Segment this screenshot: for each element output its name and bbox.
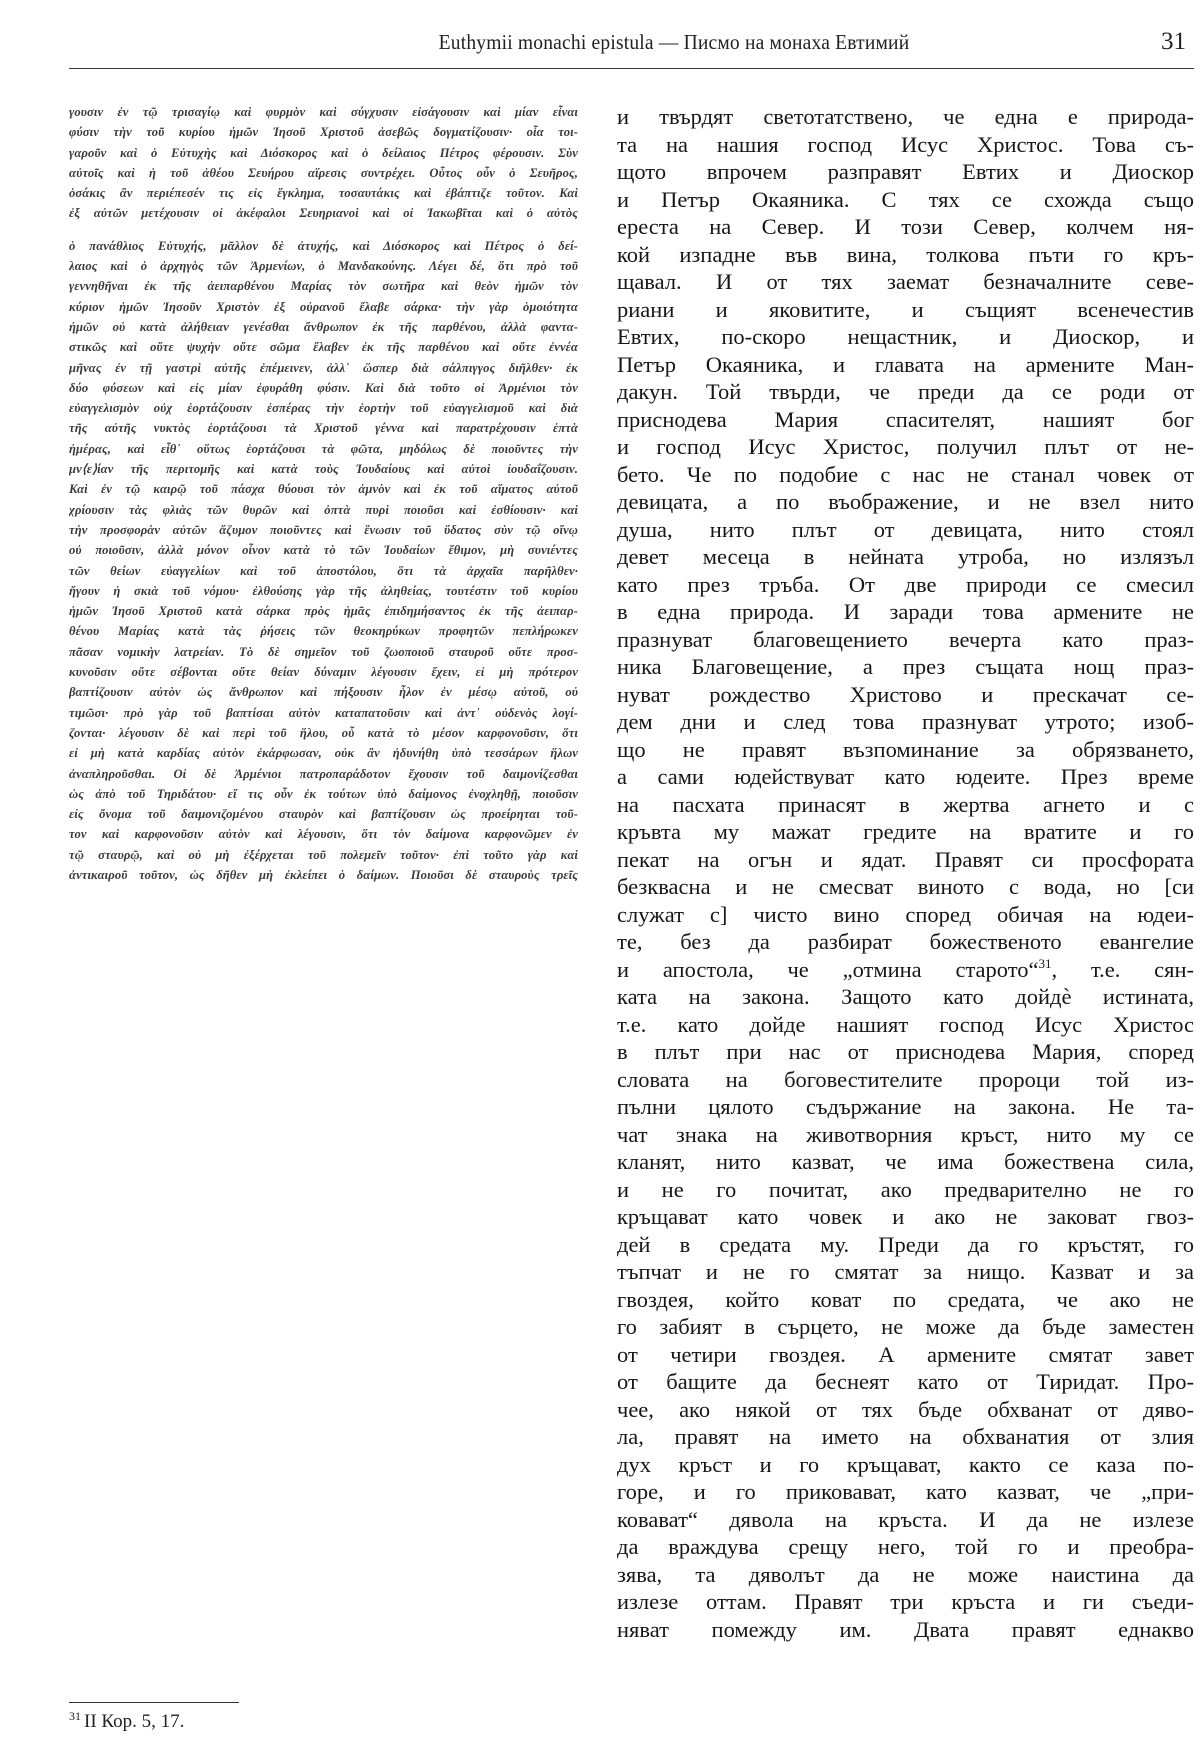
greek-text-line: εἰς ὄνομα τοῦ δαιμονιζομένου σταυρὸν καὶ βαπτίζουσιν ὡς προείρηται τοῦ- — [69, 807, 578, 822]
greek-text-line: αὐτοῖς καὶ ἡ τοῦ ἀθέου Σευήρου αἵρεσις συντρέχει. Οὗτος οὖν ὁ Σευῆρος, — [69, 165, 578, 180]
translation-text-line: и Петър Окаяника. С тях се схожда също — [617, 186, 1194, 212]
translation-text-line: в една природа. И заради това армените не — [617, 599, 1194, 624]
greek-text-line: ἀντικαιροῦ τοῦτον, ὡς δῆθεν μὴ ἐκλείπει ὁ δαίμων. Ποιοῦσι δὲ σταυροὺς τρεῖς — [69, 867, 578, 882]
translation-text-line: от четири гвоздея. А армените смятат завет — [617, 1341, 1194, 1367]
greek-text-line: βαπτίζουσιν αὐτὸν ὡς ἄνθρωπον καὶ πήξουσιν ἧλον ἐν μέσῳ αὐτοῦ, οὐ — [69, 685, 578, 700]
translation-text-line: и не го почитат, ако предварително не го — [617, 1176, 1194, 1202]
translation-text-line: и господ Исус Христос, получил плът от не- — [617, 434, 1194, 459]
header-rule — [69, 68, 1194, 69]
translation-text-line: да враждува срещу него, той го и преобра- — [617, 1534, 1194, 1559]
translation-text-line: пекат на огън и ядат. Правят си просфората — [617, 846, 1194, 872]
greek-text-line: δύο φύσεων καὶ εἰς μίαν ἐφυράθη φύσιν. Καὶ διὰ τοῦτο οἱ Ἀρμένιοι τὸν — [69, 380, 578, 395]
greek-text-line: γαροῦν καὶ ὁ Εὐτυχὴς καὶ Διόσκορος καὶ ὁ δείλαιος Πέτρος φέρουσιν. Σὺν — [69, 145, 578, 160]
greek-text-line: ὡς ἀπὸ τοῦ Τηριδάτου· εἴ τις οὖν ἐκ τούτων ὑπὸ δαίμονος ἐνοχληθῇ, ποιοῦσιν — [69, 786, 578, 801]
translation-text-line: дем дни и след това празнуват утрото; изоб- — [617, 709, 1194, 734]
translation-text-line: та на нашия господ Исус Христос. Това съ- — [617, 131, 1194, 157]
translation-text-line: пълни цялото съдържание на закона. Не та- — [617, 1094, 1194, 1119]
greek-text-line: στικῶς καὶ οὔτε ψυχὴν οὔτε σῶμα ἔλαβεν ἐκ τῆς παρθένου καὶ οὔτε ἐννέα — [69, 340, 578, 355]
translation-text-line: кой изпадне във вина, толкова пъти го кръ- — [617, 241, 1194, 267]
translation-text-line: от бащите да беснеят като от Тиридат. Про- — [617, 1369, 1194, 1394]
greek-text-line: ὁ πανάθλιος Εὐτυχής, μᾶλλον δὲ ἀτυχής, καὶ Διόσκορος καὶ Πέτρος ὁ δεί- — [69, 238, 578, 253]
translation-text-line: девет месеца в нейната утроба, но излязъл — [617, 544, 1194, 569]
translation-text-line: го забият в сърцето, не може да бъде заместен — [617, 1314, 1194, 1339]
greek-text-line: τον καὶ καρφονοῦσιν αὐτὸν καὶ λέγουσιν, ὅτι τὸν δαίμονα καρφονῶμεν ἐν — [69, 827, 578, 842]
greek-text-line: ἡμῶν οὐ κατὰ ἀλήθειαν γενέσθαι ἄνθρωπον ἐκ τῆς παρθένου, ἀλλὰ φαντα- — [69, 319, 578, 334]
translation-text-line: душа, нито плът от девицата, нито стоял — [617, 516, 1194, 542]
greek-text-line: εἰ μὴ κατὰ καρδίας αὐτὸν ἐκάρφωσαν, οὐκ ἂν ἠδυνήθη ὑπὸ τεσσάρων ἥλων — [69, 746, 578, 761]
translation-text-line: няват помежду им. Двата правят еднакво — [617, 1616, 1194, 1642]
translation-text-line — [617, 956, 1194, 984]
running-header — [69, 30, 1194, 62]
translation-text-line: като през тръба. От две природи се смесил — [617, 571, 1194, 597]
translation-text-line: нуват рождество Христово и прескачат се- — [617, 681, 1194, 707]
greek-text-line: τῶν θείων εὐαγγελίων καὶ τοῦ ἀποστόλου, ὅτι τὰ ἀρχαῖα παρῆλθεν· — [69, 563, 578, 578]
greek-text-line: Καὶ ἐν τῷ καιρῷ τοῦ πάσχα θύουσι τὸν ἀμνὸν καὶ ἐκ τοῦ αἵματος αὐτοῦ — [69, 482, 578, 497]
translation-text-line: чат знака на животворния кръст, нито му се — [617, 1121, 1194, 1147]
translation-text-line: служат с] чисто вино според обичая на юдеи- — [617, 901, 1194, 927]
translation-text-line: Евтих, по-скоро нещастник, и Диоскор, и — [617, 324, 1194, 349]
greek-text-line: τῷ σταυρῷ, καὶ οὐ μὴ ἐξέρχεται τοῦ πολεμεῖν τοῦτον· ἐπὶ τοῦτο γὰρ καὶ — [69, 847, 578, 862]
translation-text-line: ника Благовещение, а през същата нощ праз- — [617, 654, 1194, 679]
greek-text-column — [69, 102, 578, 885]
translation-text-line: тъпчат и не го смятат за нищо. Казват и за — [617, 1259, 1194, 1284]
greek-text-line: γουσιν ἐν τῷ τρισαγίῳ καὶ φυρμὸν καὶ σύγχυσιν εἰσάγουσιν καὶ μίαν εἶναι — [69, 105, 578, 119]
translation-text-line: ереста на Север. И този Север, колчем ня- — [617, 214, 1194, 239]
footnote-number: 31 — [69, 1709, 81, 1723]
greek-text-line: εὐαγγελισμὸν οὐχ ἑορτάζουσιν ἑσπέρας τὴν ἑορτὴν τοῦ εὐαγγελισμοῦ καὶ διὰ — [69, 401, 578, 416]
greek-text-line: ἤγουν ἡ σκιὰ τοῦ νόμου· ἐλθούσης γὰρ τῆς ἀληθείας, τουτέστιν τοῦ κυρίου — [69, 583, 578, 598]
paragraph-gap — [69, 224, 578, 236]
translation-text-line: риани и яковитите, и същият всенечестив — [617, 296, 1194, 322]
greek-text-line: οὐ ποιοῦσιν, ἀλλὰ μόνον οἶνον κατὰ τὸ τῶν Ἰουδαίων ἔθιμον, μὴ συνιέντες — [69, 543, 578, 558]
greek-text-line: ζονται· λέγουσιν δὲ καὶ περὶ τοῦ ἥλου, οὗ κατὰ τὸ μέσον καρφονοῦσιν, ὅτι — [69, 725, 578, 740]
greek-text-line: μν⟨ε⟩ίαν τῆς περιτομῆς καὶ κατὰ τοὺς Ἰουδαίους καὶ αὐτοὶ ἰουδαΐζουσιν. — [69, 462, 578, 477]
greek-text-line: λαιος καὶ ὁ ἀρχηγὸς τῶν Ἀρμενίων, ὁ Μανδακούνης. Λέγει δέ, ὅτι πρὸ τοῦ — [69, 259, 578, 274]
translation-text-line: а сами юдействуват като юдеите. През време — [617, 764, 1194, 789]
translation-text-line: щавал. И от тях заемат безначалните севе- — [617, 269, 1194, 294]
greek-text-line: ὁσάκις ἂν περιέπεσέν τις εἰς ἔγκλημα, τοσαυτάκις καὶ ἐβάπτιζε τοῦτον. Καὶ — [69, 186, 578, 201]
translation-text-line: Петър Окаяника, и главата на армените Ман- — [617, 351, 1194, 377]
translation-text-line: щото впрочем разправят Евтих и Диоскор — [617, 159, 1194, 184]
translation-text-line: приснодева Мария спасителят, нашият бог — [617, 406, 1194, 432]
translation-text-line: празнуват благовещението вечерта като праз- — [617, 626, 1194, 652]
translation-text-line: девицата, а по въображение, и не взел нито — [617, 489, 1194, 514]
translation-text-line: горе, и го приковават, като казват, че „при- — [617, 1479, 1194, 1504]
greek-text-line: γεννηθῆναι ἐκ τῆς ἀειπαρθένου Μαρίας τὸν σωτῆρα καὶ θεὸν ἡμῶν τὸν — [69, 279, 578, 294]
translation-text-line: безквасна и не смесват виното с вода, но [си — [617, 874, 1194, 899]
footnote — [69, 1711, 184, 1733]
greek-text-line: πᾶσαν νομικὴν λατρείαν. Τὸ δὲ σημεῖον τοῦ ζωοποιοῦ σταυροῦ οὔτε προσ- — [69, 644, 578, 659]
bulgarian-translation-column — [617, 103, 1194, 1643]
greek-text-line: ἐξ αὐτῶν μετέχουσιν οἱ ἀκέφαλοι Σευηριανοὶ καὶ οἱ Ἰακωβῖται καὶ ὁ αὐτὸς — [69, 206, 578, 221]
translation-text-line: и твърдят светотатствено, че една е природа- — [617, 104, 1194, 129]
page-number: 31 — [1161, 28, 1186, 55]
translation-text-line: дакун. Той твърди, че преди да се роди от — [617, 379, 1194, 404]
greek-text-line: μῆνας ἐν τῇ γαστρὶ αὐτῆς ἐπέμεινεν, ἀλλ᾿ ὥσπερ διὰ σάλπιγγος διῆλθεν· ἐκ — [69, 360, 578, 375]
footnote-rule — [69, 1702, 239, 1703]
text-segment: и апостола, че „отмина старото“ — [617, 956, 1039, 982]
translation-text-line: словата на боговестителите пророци той из- — [617, 1066, 1194, 1092]
translation-text-line: те, без да разбират божественото евангелие — [617, 929, 1194, 954]
greek-text-line: θένου Μαρίας κατὰ τὰς ῥήσεις τῶν θεοκηρύκων προφητῶν πεπλήρωκεν — [69, 624, 578, 639]
greek-text-line: χρίουσιν τὰς φλιὰς τῶν θυρῶν καὶ ὀπτὰ πυρὶ ποιοῦσι καὶ ἐσθίουσιν· καὶ — [69, 502, 578, 517]
translation-text-line: зява, та дяволът да не може наистина да — [617, 1561, 1194, 1587]
translation-text-line: чее, ако някой от тях бъде обхванат от дяво- — [617, 1396, 1194, 1422]
greek-text-line: φύσιν τὴν τοῦ κυρίου ἡμῶν Ἰησοῦ Χριστοῦ ἀσεβῶς δογματίζουσιν· οἷα τοι- — [69, 125, 578, 140]
translation-text-line: ката на закона. Защото като дойдѐ истината, — [617, 984, 1194, 1009]
translation-text-line: кръвта му мажат гредите на вратите и го — [617, 819, 1194, 844]
translation-text-line: що не правят възпоминание за обрязването, — [617, 736, 1194, 762]
translation-text-line: бето. Че по подобие с нас не станал човек от — [617, 461, 1194, 487]
translation-text-line: ковават“ дявола на кръста. И да не излезе — [617, 1506, 1194, 1532]
greek-text-line: τῆς αὐτῆς νυκτὸς ἑορτάζουσι τὰ Χριστοῦ γέννα καὶ παρατρέχουσιν ἑπτὰ — [69, 421, 578, 436]
translation-text-line: излезе оттам. Правят три кръста и ги съеди- — [617, 1589, 1194, 1614]
translation-text-line: дух кръст и го кръщават, както се каза по- — [617, 1451, 1194, 1477]
footnote-text: II Кор. 5, 17. — [84, 1711, 185, 1732]
text-segment: , т.е. сян- — [1051, 956, 1194, 982]
translation-text-line: ла, правят на името на обхванатия от злия — [617, 1424, 1194, 1449]
translation-text-line: на пасхата принасят в жертва агнето и с — [617, 791, 1194, 817]
translation-text-line: дей в средата му. Преди да го кръстят, го — [617, 1231, 1194, 1257]
translation-text-line: кръщават като човек и ако не заковат гвоз- — [617, 1204, 1194, 1229]
translation-text-line: в плът при нас от приснодева Мария, според — [617, 1039, 1194, 1064]
greek-text-line: τὴν προσφορὰν αὐτῶν ἄζυμον ποιοῦντες καὶ ἕνωσιν τοῦ ὕδατος σὺν τῷ οἴνῳ — [69, 522, 578, 537]
footnote-reference[interactable]: 31 — [1038, 955, 1052, 971]
greek-text-line: ἡμῶν Ἰησοῦ Χριστοῦ κατὰ σάρκα πρὸς ἡμᾶς ἐπιδημήσαντος ἐκ τῆς ἀειπαρ- — [69, 604, 578, 619]
greek-text-line: κυνοῦσιν οὔτε σέβονται οὔτε θείαν δύναμιν λέγουσιν ἔχειν, εἰ μὴ πρότερον — [69, 665, 578, 680]
translation-text-line: т.е. като дойде нашият господ Исус Христос — [617, 1011, 1194, 1037]
greek-text-line: ἀναπληροῦσθαι. Οἱ δὲ Ἀρμένιοι πατροπαράδοτον ἔχουσιν τοῦ δαιμονίζεσθαι — [69, 766, 578, 781]
greek-text-line: κύριον ἡμῶν Ἰησοῦν Χριστὸν ἐξ οὐρανοῦ ἔλαβε σάρκα· τὴν γὰρ ὁμοιότητα — [69, 299, 578, 314]
greek-text-line: ἡμέρας, καὶ εἶθ᾿ οὕτως ἑορτάζουσι τὰ φῶτα, μηδόλως δὲ ποιοῦντες τὴν — [69, 441, 578, 456]
translation-text-line: гвоздея, който коват по средата, че ако не — [617, 1286, 1194, 1312]
greek-text-line: τιμῶσι· πρὸ γὰρ τοῦ βαπτίσαι αὐτὸν καταπατοῦσιν καὶ ἀντ᾿ οὐδενὸς λογί- — [69, 705, 578, 720]
translation-text-line: кланят, нито казват, че има божествена сила, — [617, 1149, 1194, 1174]
running-title: Euthymii monachi epistula — Писмо на монаха Евтимий — [438, 30, 910, 54]
